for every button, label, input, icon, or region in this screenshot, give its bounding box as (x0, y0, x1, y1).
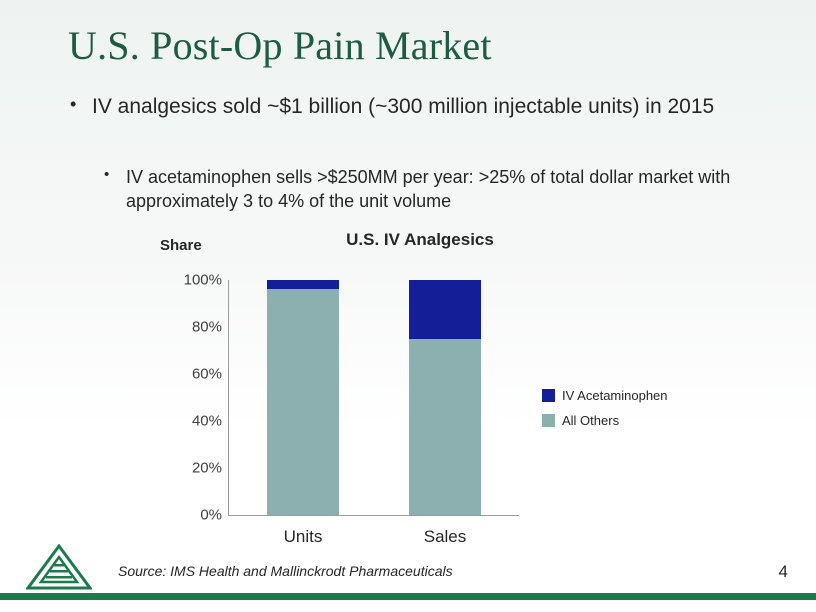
y-tick-60: 60% (191, 365, 222, 383)
chart-legend (542, 388, 668, 438)
footer-accent-bar (0, 593, 816, 600)
legend-label: IV Acetaminophen (562, 388, 668, 403)
y-tick-40: 40% (191, 412, 222, 430)
y-tick-80: 80% (191, 318, 222, 336)
y-tick-100: 100% (183, 271, 222, 289)
legend-swatch-icon (542, 414, 555, 427)
source-note: Source: IMS Health and Mallinckrodt Pharmaceuticals (118, 563, 453, 579)
page-title: U.S. Post-Op Pain Market (68, 23, 492, 68)
bar-segment-iv-acetaminophen (267, 280, 339, 289)
bullet-level-1-text: IV analgesics sold ~$1 billion (~300 million injectable units) in 2015 (92, 95, 715, 118)
y-tick-0: 0% (200, 506, 222, 524)
bullet-level-2 (98, 165, 758, 214)
legend-item-all-others (542, 413, 668, 428)
bullet-level-2-text: IV acetaminophen sells >$250MM per year: >25% of total dollar market with approximately 3 to 4% of the unit volume (126, 167, 731, 212)
legend-swatch-icon (542, 389, 555, 402)
bullet-marker: • (104, 166, 110, 183)
company-logo-icon (26, 544, 92, 590)
legend-label: All Others (562, 413, 620, 428)
bullet-marker: • (70, 94, 77, 114)
bullet-level-1 (64, 93, 794, 121)
bar-segment-all-others (267, 289, 339, 515)
chart-title: U.S. IV Analgesics (346, 230, 494, 249)
x-tick-label-sales: Sales (423, 527, 467, 546)
bar-segment-all-others (409, 339, 481, 515)
footer-bar (0, 600, 816, 612)
chart (150, 228, 710, 558)
x-tick-label-units: Units (283, 527, 323, 546)
page-number: 4 (778, 562, 788, 581)
chart-plot-area (183, 271, 519, 546)
y-tick-20: 20% (191, 459, 222, 477)
legend-item-iv-acetaminophen (542, 388, 668, 403)
chart-y-axis-title: Share (160, 237, 202, 254)
bar-segment-iv-acetaminophen (409, 280, 481, 339)
